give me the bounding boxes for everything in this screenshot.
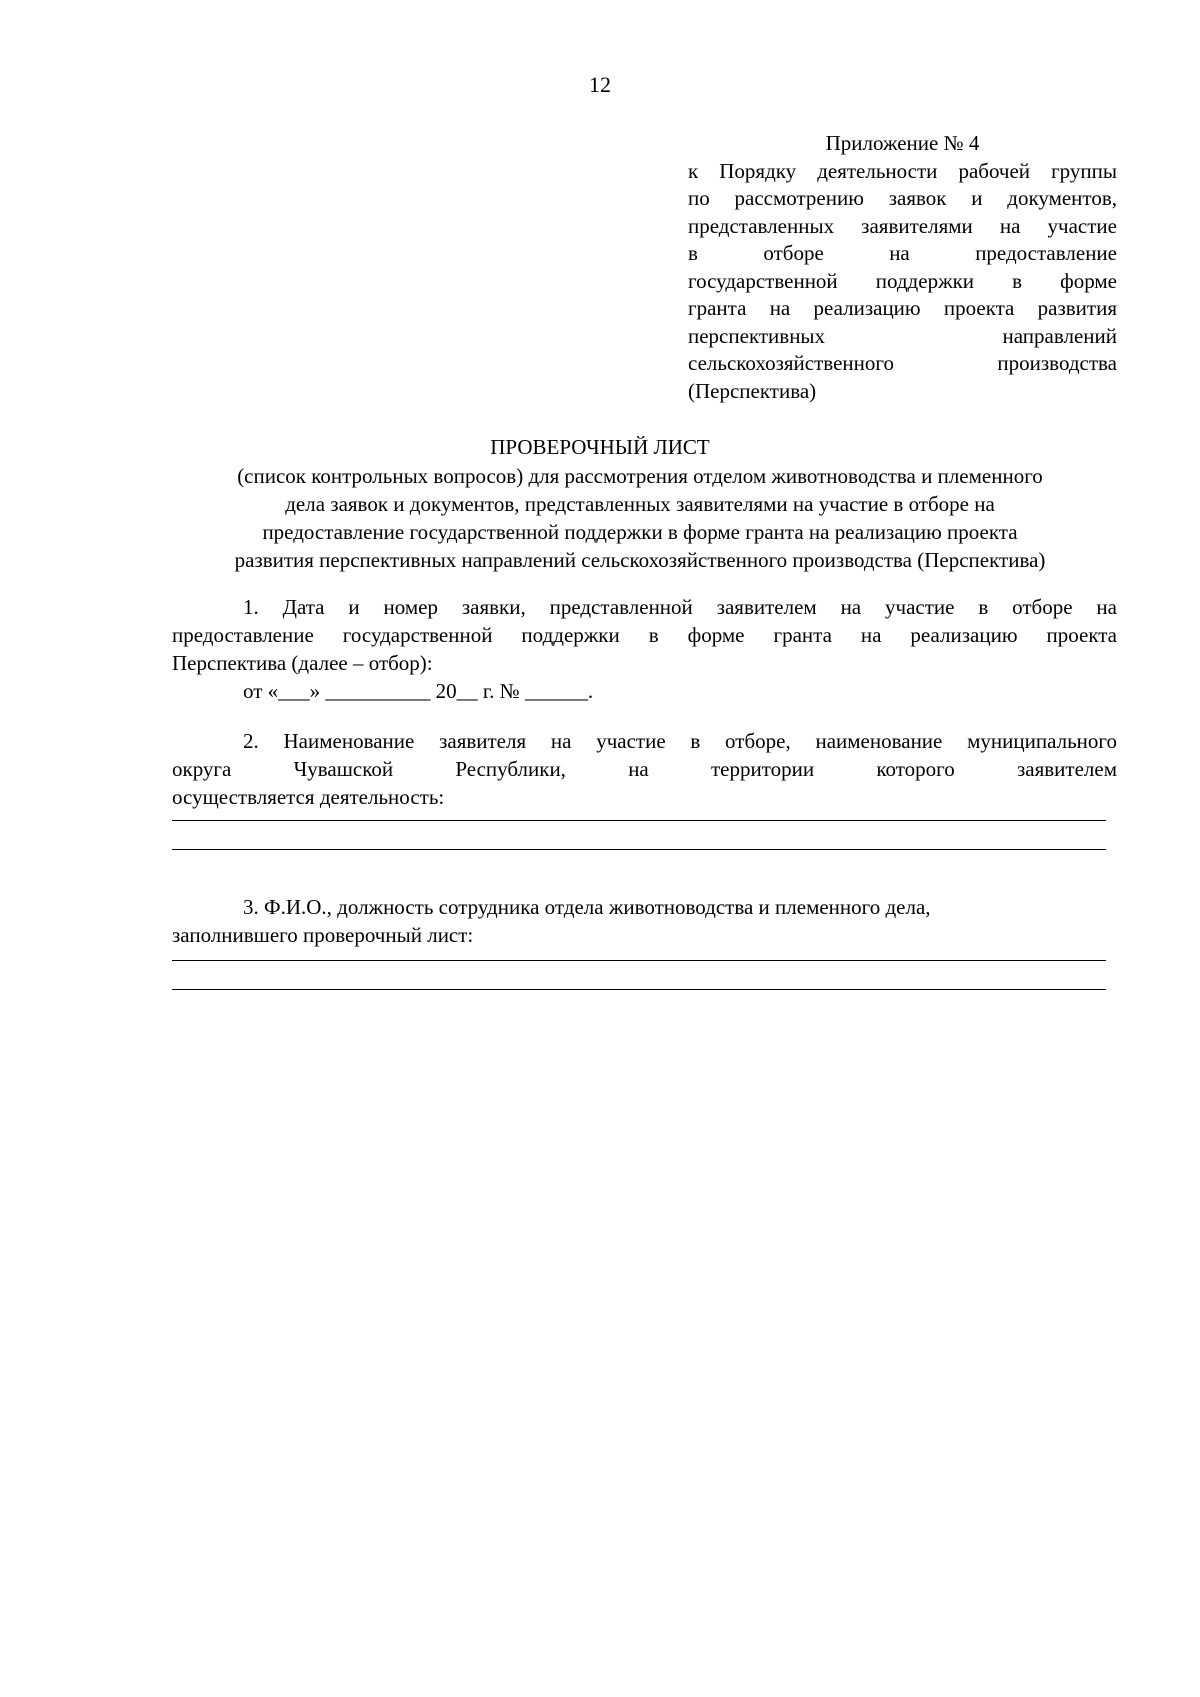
appendix-line: в отборе на предоставление [688,241,1117,265]
appendix-line: государственной поддержки в форме [688,268,1117,293]
appendix-line: сельскохозяйственного производства [688,351,1117,375]
item-3-line: заполнившего проверочный лист: [172,923,474,947]
appendix-line: перспективных направлений [688,323,1117,348]
item-1-application-date-number [172,593,1117,705]
item-2-line: округа Чувашской Республики, на территории которого заявителем [172,757,1117,781]
appendix-line: представленных заявителями на участие [688,213,1117,238]
fill-in-line [172,989,1106,990]
fill-in-line [172,960,1106,961]
item-1-line: предоставление государственной поддержки в форме гранта на реализацию проекта [172,623,1117,647]
appendix-line: по рассмотрению заявок и документов, [688,186,1117,210]
fill-in-line [172,849,1106,850]
subtitle-line: развития перспективных направлений сельскохозяйственного производства (Перспектива) [234,548,1046,572]
appendix-header [688,130,1117,405]
appendix-line: (Перспектива) [688,378,817,403]
appendix-title: Приложение № 4 [825,131,980,155]
item-1-line: 1. Дата и номер заявки, представленной заявителем на участие в отборе на [243,595,1117,619]
item-2-applicant-name [172,727,1117,811]
document-subtitle [160,462,1120,574]
item-2-line: осуществляется деятельность: [172,785,445,809]
subtitle-line: дела заявок и документов, представленных заявителями на участие в отборе на [285,492,995,516]
item-3-line: 3. Ф.И.О., должность сотрудника отдела животноводства и племенного дела, [243,895,931,919]
subtitle-line: предоставление государственной поддержки в форме гранта на реализацию проекта [262,520,1018,544]
item-1-line: Перспектива (далее – отбор): [172,651,433,675]
item-1-date-line: от «___» __________ 20__ г. № ______. [243,679,594,703]
document-title: ПРОВЕРОЧНЫЙ ЛИСТ [490,435,710,459]
page-number: 12 [589,72,611,97]
appendix-line: гранта на реализацию проекта развития [688,296,1117,320]
fill-in-line [172,820,1106,821]
subtitle-line: (список контрольных вопросов) для рассмотрения отделом животноводства и племенного [237,464,1043,488]
item-3-employee-name [172,893,1117,949]
appendix-line: к Порядку деятельности рабочей группы [688,158,1117,183]
item-2-line: 2. Наименование заявителя на участие в отборе, наименование муниципального [243,729,1117,753]
